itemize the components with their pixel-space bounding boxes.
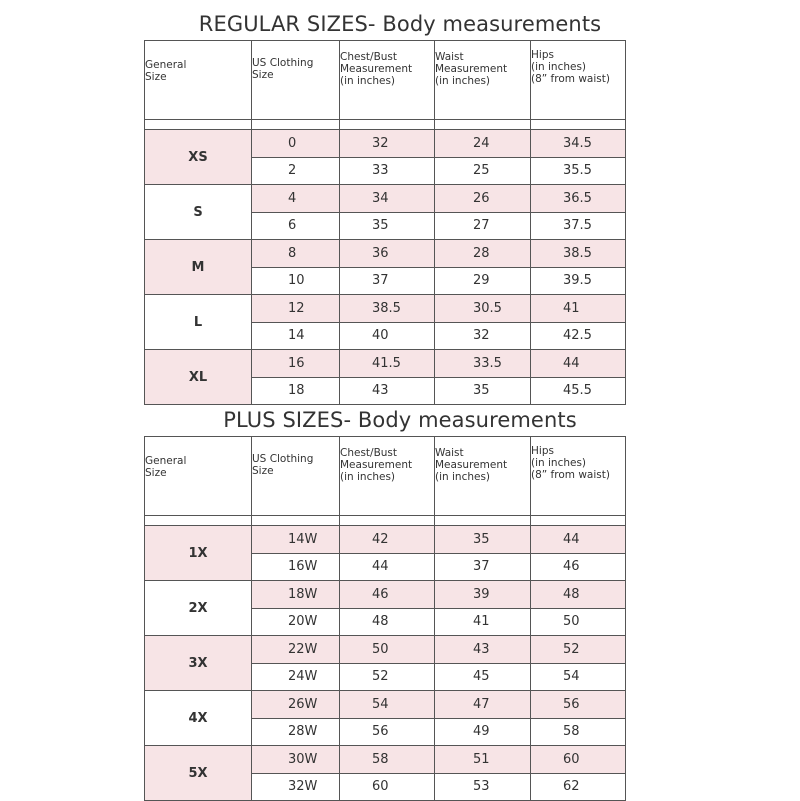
hips-cell: 46 <box>531 553 626 581</box>
general-size-cell: L <box>145 295 252 350</box>
us-cell: 20W <box>252 608 340 636</box>
hips-cell: 34.5 <box>531 130 626 158</box>
chest-cell: 48 <box>340 608 435 636</box>
general-size-cell: M <box>145 240 252 295</box>
table-row <box>145 130 626 158</box>
us-cell: 30W <box>252 746 340 774</box>
us-cell: 18 <box>252 377 340 405</box>
waist-cell: 45 <box>435 663 531 691</box>
chest-cell: 52 <box>340 663 435 691</box>
waist-cell: 28 <box>435 240 531 268</box>
us-cell: 26W <box>252 691 340 719</box>
hips-cell: 45.5 <box>531 377 626 405</box>
us-cell: 14 <box>252 322 340 350</box>
table-row <box>145 636 626 664</box>
header-waist: Waist Measurement (in inches) <box>435 437 531 516</box>
us-cell: 0 <box>252 130 340 158</box>
waist-cell: 53 <box>435 773 531 801</box>
header-general-size: General Size <box>145 437 252 516</box>
waist-cell: 32 <box>435 322 531 350</box>
us-cell: 28W <box>252 718 340 746</box>
waist-cell: 41 <box>435 608 531 636</box>
header-hips: Hips (in inches) (8” from waist) <box>531 437 626 516</box>
us-cell: 6 <box>252 212 340 240</box>
us-cell: 16W <box>252 553 340 581</box>
hips-cell: 42.5 <box>531 322 626 350</box>
hips-cell: 56 <box>531 691 626 719</box>
hips-cell: 44 <box>531 350 626 378</box>
regular-sizes-title: REGULAR SIZES- Body measurements <box>198 12 602 36</box>
hips-cell: 41 <box>531 295 626 323</box>
header-waist: Waist Measurement (in inches) <box>435 41 531 120</box>
us-cell: 32W <box>252 773 340 801</box>
table-row <box>145 746 626 774</box>
table-row <box>145 581 626 609</box>
us-cell: 4 <box>252 185 340 213</box>
plus-sizes-title: PLUS SIZES- Body measurements <box>223 408 577 432</box>
general-size-cell: 3X <box>145 636 252 691</box>
table-row <box>145 240 626 268</box>
waist-cell: 29 <box>435 267 531 295</box>
chest-cell: 42 <box>340 526 435 554</box>
hips-cell: 37.5 <box>531 212 626 240</box>
general-size-cell: 5X <box>145 746 252 801</box>
waist-cell: 35 <box>435 377 531 405</box>
us-cell: 22W <box>252 636 340 664</box>
chest-cell: 46 <box>340 581 435 609</box>
waist-cell: 25 <box>435 157 531 185</box>
us-cell: 16 <box>252 350 340 378</box>
chest-cell: 56 <box>340 718 435 746</box>
chest-cell: 54 <box>340 691 435 719</box>
waist-cell: 27 <box>435 212 531 240</box>
us-cell: 12 <box>252 295 340 323</box>
chest-cell: 34 <box>340 185 435 213</box>
us-cell: 2 <box>252 157 340 185</box>
hips-cell: 39.5 <box>531 267 626 295</box>
hips-cell: 60 <box>531 746 626 774</box>
chest-cell: 37 <box>340 267 435 295</box>
chest-cell: 36 <box>340 240 435 268</box>
general-size-cell: XL <box>145 350 252 405</box>
hips-cell: 38.5 <box>531 240 626 268</box>
header-general-size: General Size <box>145 41 252 120</box>
hips-cell: 58 <box>531 718 626 746</box>
header-chest-bust: Chest/Bust Measurement (in inches) <box>340 41 435 120</box>
plus-sizes-table <box>144 436 626 801</box>
plus-table-body <box>145 526 626 801</box>
table-row <box>145 185 626 213</box>
general-size-cell: S <box>145 185 252 240</box>
hips-cell: 35.5 <box>531 157 626 185</box>
waist-cell: 37 <box>435 553 531 581</box>
chest-cell: 50 <box>340 636 435 664</box>
chest-cell: 33 <box>340 157 435 185</box>
general-size-cell: XS <box>145 130 252 185</box>
hips-cell: 52 <box>531 636 626 664</box>
general-size-cell: 1X <box>145 526 252 581</box>
chest-cell: 35 <box>340 212 435 240</box>
table-header-row <box>145 437 626 516</box>
header-us-clothing-size: US Clothing Size <box>252 41 340 120</box>
table-row <box>145 691 626 719</box>
us-cell: 14W <box>252 526 340 554</box>
waist-cell: 33.5 <box>435 350 531 378</box>
chest-cell: 44 <box>340 553 435 581</box>
waist-cell: 24 <box>435 130 531 158</box>
us-cell: 8 <box>252 240 340 268</box>
chest-cell: 43 <box>340 377 435 405</box>
table-row <box>145 526 626 554</box>
header-hips: Hips (in inches) (8” from waist) <box>531 41 626 120</box>
us-cell: 18W <box>252 581 340 609</box>
header-spacer-row <box>145 120 626 130</box>
us-cell: 24W <box>252 663 340 691</box>
hips-cell: 54 <box>531 663 626 691</box>
us-cell: 10 <box>252 267 340 295</box>
waist-cell: 39 <box>435 581 531 609</box>
waist-cell: 35 <box>435 526 531 554</box>
chest-cell: 58 <box>340 746 435 774</box>
table-row <box>145 295 626 323</box>
table-row <box>145 350 626 378</box>
general-size-cell: 4X <box>145 691 252 746</box>
header-us-clothing-size: US Clothing Size <box>252 437 340 516</box>
chest-cell: 41.5 <box>340 350 435 378</box>
general-size-cell: 2X <box>145 581 252 636</box>
regular-table-body <box>145 130 626 405</box>
hips-cell: 44 <box>531 526 626 554</box>
hips-cell: 62 <box>531 773 626 801</box>
header-spacer-row <box>145 516 626 526</box>
header-chest-bust: Chest/Bust Measurement (in inches) <box>340 437 435 516</box>
hips-cell: 36.5 <box>531 185 626 213</box>
waist-cell: 26 <box>435 185 531 213</box>
table-header-row <box>145 41 626 120</box>
waist-cell: 49 <box>435 718 531 746</box>
chest-cell: 40 <box>340 322 435 350</box>
hips-cell: 48 <box>531 581 626 609</box>
regular-sizes-table <box>144 40 626 405</box>
chest-cell: 60 <box>340 773 435 801</box>
waist-cell: 47 <box>435 691 531 719</box>
hips-cell: 50 <box>531 608 626 636</box>
waist-cell: 51 <box>435 746 531 774</box>
waist-cell: 43 <box>435 636 531 664</box>
chest-cell: 38.5 <box>340 295 435 323</box>
waist-cell: 30.5 <box>435 295 531 323</box>
chest-cell: 32 <box>340 130 435 158</box>
